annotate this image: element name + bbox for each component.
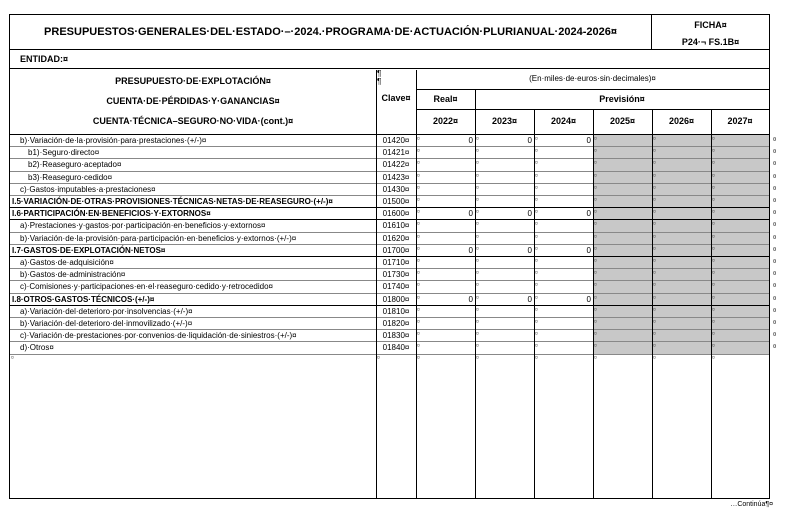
cell-mark: ¤ <box>535 306 538 313</box>
row-clave: 01700¤ <box>382 245 410 255</box>
cell-mark: ¤ <box>653 319 656 325</box>
cell-mark: ¤ <box>535 319 538 325</box>
cell-mark: ¤ <box>653 270 656 277</box>
row-label: I.7·GASTOS·DE·EXPLOTACIÓN·NETOS¤ <box>12 245 166 255</box>
cell-mark: ¤ <box>417 209 420 216</box>
row-end-mark: ¤ <box>773 234 777 241</box>
row-clave: 01423¤ <box>382 172 410 182</box>
cell-mark: ¤ <box>653 331 656 338</box>
cell-mark: ¤ <box>594 197 597 203</box>
value-2023[interactable]: 0 <box>527 294 532 304</box>
row-label: b)·Variación·de·la·provisión·para·participación·en·beneficios·y·extornos·(+/-)¤ <box>20 233 297 243</box>
cell-mark: ¤ <box>417 184 420 191</box>
row-label: c)·Comisiones·y·participaciones·en·el·reaseguro·cedido·y·retrocedido¤ <box>20 282 273 292</box>
cell-mark: ¤ <box>653 160 656 167</box>
cell-mark: ¤ <box>712 294 715 301</box>
cell-mark: ¤ <box>653 343 656 350</box>
year-header-2025: 2025¤ <box>609 116 636 126</box>
cell-mark: ¤ <box>417 331 420 338</box>
year-header-2026: 2026¤ <box>668 116 695 126</box>
row-clave: 01740¤ <box>382 282 410 292</box>
row-end-mark: ¤ <box>773 283 777 290</box>
cell-mark: ¤ <box>476 306 479 313</box>
row-label: c)·Gastos·imputables·a·prestaciones¤ <box>20 184 156 194</box>
cell-mark: ¤ <box>712 148 715 155</box>
cell-mark: ¤ <box>594 282 597 289</box>
cell-mark: ¤ <box>653 258 656 264</box>
cell-mark: ¤ <box>653 184 656 191</box>
header-line-1: PRESUPUESTO·DE·EXPLOTACIÓN¤ <box>115 76 271 86</box>
real-header: Real¤ <box>433 94 458 104</box>
shaded-cells <box>594 330 769 341</box>
cell-mark: ¤ <box>417 319 420 325</box>
cell-mark: ¤ <box>535 172 538 179</box>
column-line <box>711 109 712 498</box>
row-clave: 01430¤ <box>382 184 410 194</box>
cell-mark: ¤ <box>417 245 420 252</box>
entidad-label: ENTIDAD:¤ <box>10 50 769 69</box>
continua-note: …Continúa¶¤ <box>730 501 773 508</box>
pilcrow-mark: ¶ ¶ <box>377 69 382 86</box>
cell-mark: ¤ <box>653 197 656 203</box>
row-label: b3)·Reaseguro·cedido¤ <box>28 172 113 182</box>
cell-mark: ¤ <box>594 160 597 167</box>
cell-mark: ¤ <box>712 354 715 361</box>
row-label: b)·Variación·del·deterioro·del·inmovilizado·(+/-)¤ <box>20 319 193 328</box>
value-2022[interactable]: 0 <box>468 136 473 145</box>
row-label: d)·Otros¤ <box>20 343 54 353</box>
cell-mark: ¤ <box>594 331 597 338</box>
cell-mark: ¤ <box>417 306 420 313</box>
year-header-2022: 2022¤ <box>432 116 459 126</box>
cell-mark: ¤ <box>653 172 656 179</box>
cell-mark: ¤ <box>594 233 597 240</box>
column-line <box>376 70 377 498</box>
form-page <box>9 14 777 499</box>
column-line <box>475 89 476 498</box>
cell-mark: ¤ <box>594 319 597 325</box>
cell-mark: ¤ <box>712 136 715 142</box>
shaded-cells <box>594 172 769 183</box>
column-line <box>534 109 535 498</box>
cell-mark: ¤ <box>11 354 14 361</box>
cell-mark: ¤ <box>653 306 656 313</box>
row-end-mark: ¤ <box>773 198 777 204</box>
header-line-3: CUENTA·TÉCNICA–SEGURO·NO·VIDA·(cont.)¤ <box>92 116 294 126</box>
row-label: b)·Variación·de·la·provisión·para·prestaciones·(+/-)¤ <box>20 136 207 145</box>
cell-mark: ¤ <box>653 221 656 228</box>
cell-mark: ¤ <box>594 343 597 350</box>
cell-mark: ¤ <box>712 245 715 252</box>
cell-mark: ¤ <box>712 343 715 350</box>
cell-mark: ¤ <box>594 209 597 216</box>
ficha-box <box>652 15 769 49</box>
cell-mark: ¤ <box>417 270 420 277</box>
shaded-cells <box>594 318 769 329</box>
cell-mark: ¤ <box>594 306 597 313</box>
value-2022[interactable]: 0 <box>468 209 473 219</box>
row-label: a)·Gastos·de·adquisición¤ <box>20 258 114 267</box>
row-clave: 01710¤ <box>382 258 410 267</box>
cell-mark: ¤ <box>476 197 479 203</box>
cell-mark: ¤ <box>535 184 538 191</box>
cell-mark: ¤ <box>476 233 479 240</box>
cell-mark: ¤ <box>653 233 656 240</box>
cell-mark: ¤ <box>712 197 715 203</box>
row-clave: 01421¤ <box>382 148 410 158</box>
cell-mark: ¤ <box>377 354 380 361</box>
column-line <box>593 109 594 498</box>
cell-mark: ¤ <box>594 245 597 252</box>
cell-mark: ¤ <box>535 136 538 142</box>
cell-mark: ¤ <box>535 221 538 228</box>
cell-mark: ¤ <box>476 172 479 179</box>
cell-mark: ¤ <box>535 233 538 240</box>
cell-mark: ¤ <box>476 160 479 167</box>
row-label: b)·Gastos·de·administración¤ <box>20 270 126 280</box>
cell-mark: ¤ <box>476 331 479 338</box>
cell-mark: ¤ <box>476 319 479 325</box>
cell-mark: ¤ <box>712 233 715 240</box>
cell-mark: ¤ <box>535 258 538 264</box>
cell-mark: ¤ <box>417 343 420 350</box>
cell-mark: ¤ <box>417 282 420 289</box>
row-end-mark: ¤ <box>773 320 777 326</box>
row-end-mark: ¤ <box>773 307 777 314</box>
shaded-cells <box>594 159 769 170</box>
clave-header: Clave¤ <box>381 93 411 103</box>
cell-mark: ¤ <box>417 221 420 228</box>
shaded-cells <box>594 233 769 244</box>
ficha-label: FICHA¤ <box>694 20 727 30</box>
row-clave: 01600¤ <box>382 209 410 219</box>
cell-mark: ¤ <box>417 354 420 361</box>
cell-mark: ¤ <box>476 184 479 191</box>
shaded-cells <box>594 196 769 207</box>
row-clave: 01422¤ <box>382 160 410 170</box>
cell-mark: ¤ <box>712 319 715 325</box>
row-end-mark: ¤ <box>773 271 777 278</box>
row-label: b2)·Reaseguro·aceptado¤ <box>28 160 122 170</box>
cell-mark: ¤ <box>712 258 715 264</box>
cell-mark: ¤ <box>476 136 479 142</box>
cell-mark: ¤ <box>476 343 479 350</box>
cell-mark: ¤ <box>535 282 538 289</box>
cell-mark: ¤ <box>476 270 479 277</box>
cell-mark: ¤ <box>476 209 479 216</box>
year-header-2023: 2023¤ <box>491 116 518 126</box>
row-end-mark: ¤ <box>773 173 777 180</box>
cell-mark: ¤ <box>417 136 420 142</box>
cell-mark: ¤ <box>712 221 715 228</box>
shaded-cells <box>594 257 769 268</box>
cell-mark: ¤ <box>712 331 715 338</box>
year-header-2024: 2024¤ <box>550 116 577 126</box>
shaded-cells <box>594 208 769 219</box>
row-label: a)·Variación·del·deterioro·por·insolvencias·(+/-)¤ <box>20 306 193 316</box>
row-clave: 01610¤ <box>382 221 410 231</box>
cell-mark: ¤ <box>535 209 538 216</box>
cell-mark: ¤ <box>653 282 656 289</box>
shaded-cells <box>594 220 769 231</box>
cell-mark: ¤ <box>594 294 597 301</box>
cell-mark: ¤ <box>476 354 479 361</box>
row-label: I.5·VARIACIÓN·DE·OTRAS·PROVISIONES·TÉCNICAS·NETAS·DE·REASEGURO·(+/-)¤ <box>12 197 333 206</box>
row-label: I.8·OTROS·GASTOS·TÉCNICOS·(+/-)¤ <box>12 294 155 304</box>
row-end-mark: ¤ <box>773 295 777 302</box>
cell-mark: ¤ <box>476 221 479 228</box>
cell-mark: ¤ <box>712 172 715 179</box>
shaded-cells <box>594 281 769 292</box>
row-end-mark: ¤ <box>773 161 777 168</box>
cell-mark: ¤ <box>476 294 479 301</box>
cell-mark: ¤ <box>653 209 656 216</box>
value-2024[interactable]: 0 <box>586 245 591 255</box>
shaded-cells <box>594 147 769 158</box>
cell-mark: ¤ <box>417 258 420 264</box>
cell-mark: ¤ <box>535 354 538 361</box>
units-note: (En·miles·de·euros·sin·decimales)¤ <box>529 74 656 83</box>
header-line-2: CUENTA·DE·PÉRDIDAS·Y·GANANCIAS¤ <box>106 96 280 106</box>
cell-mark: ¤ <box>535 343 538 350</box>
cell-mark: ¤ <box>417 197 420 203</box>
cell-mark: ¤ <box>535 197 538 203</box>
cell-mark: ¤ <box>712 184 715 191</box>
row-end-mark: ¤ <box>773 246 777 253</box>
year-header-2027: 2027¤ <box>727 116 753 126</box>
cell-mark: ¤ <box>653 294 656 301</box>
value-2024[interactable]: 0 <box>586 136 591 145</box>
cell-mark: ¤ <box>535 245 538 252</box>
row-label: a)·Prestaciones·y·gastos·por·participación·en·beneficios·y·extornos¤ <box>20 221 266 231</box>
row-clave: 01820¤ <box>382 319 410 328</box>
shaded-cells <box>594 306 769 317</box>
row-label: I.6·PARTICIPACIÓN·EN·BENEFICIOS·Y·EXTORNOS¤ <box>12 209 211 219</box>
cell-mark: ¤ <box>653 245 656 252</box>
cell-mark: ¤ <box>594 221 597 228</box>
row-clave: 01620¤ <box>382 233 410 243</box>
value-2023[interactable]: 0 <box>527 136 532 145</box>
cell-mark: ¤ <box>417 172 420 179</box>
row-end-mark: ¤ <box>773 259 777 265</box>
cell-mark: ¤ <box>594 270 597 277</box>
cell-mark: ¤ <box>594 184 597 191</box>
row-end-mark: ¤ <box>773 344 777 351</box>
row-end-mark: ¤ <box>773 149 777 156</box>
cell-mark: ¤ <box>653 354 656 361</box>
form-title: PRESUPUESTOS·GENERALES·DEL·ESTADO·–·2024.·PROGRAMA·DE·ACTUACIÓN·PLURIANUAL·2024-2026¤ <box>10 15 652 49</box>
cell-mark: ¤ <box>594 136 597 142</box>
cell-mark: ¤ <box>417 233 420 240</box>
value-2023[interactable]: 0 <box>527 209 532 219</box>
cell-mark: ¤ <box>417 148 420 155</box>
column-line <box>416 70 417 498</box>
shaded-cells <box>594 342 769 353</box>
prevision-header: Previsión¤ <box>599 94 645 104</box>
shaded-cells <box>594 294 769 305</box>
cell-mark: ¤ <box>594 148 597 155</box>
value-2022[interactable]: 0 <box>468 294 473 304</box>
cell-mark: ¤ <box>594 172 597 179</box>
row-clave: 01500¤ <box>382 197 410 206</box>
value-2024[interactable]: 0 <box>586 209 591 219</box>
value-2023[interactable]: 0 <box>527 245 532 255</box>
row-clave: 01420¤ <box>382 136 410 145</box>
cell-mark: ¤ <box>594 354 597 361</box>
form-header <box>10 15 769 50</box>
row-label: b1)·Seguro·directo¤ <box>28 148 100 158</box>
cell-mark: ¤ <box>535 270 538 277</box>
row-end-mark: ¤ <box>773 222 777 229</box>
cell-mark: ¤ <box>535 160 538 167</box>
row-clave: 01830¤ <box>382 331 410 341</box>
shaded-cells <box>594 245 769 256</box>
cell-mark: ¤ <box>535 331 538 338</box>
cell-mark: ¤ <box>712 306 715 313</box>
cell-mark: ¤ <box>476 282 479 289</box>
value-2022[interactable]: 0 <box>468 245 473 255</box>
cell-mark: ¤ <box>712 270 715 277</box>
cell-mark: ¤ <box>535 294 538 301</box>
cell-mark: ¤ <box>476 148 479 155</box>
cell-mark: ¤ <box>476 245 479 252</box>
cell-mark: ¤ <box>417 294 420 301</box>
header-line <box>416 89 769 90</box>
cell-mark: ¤ <box>476 258 479 264</box>
cell-mark: ¤ <box>712 160 715 167</box>
ficha-code: P24·¬ FS.1B¤ <box>681 37 740 47</box>
cell-mark: ¤ <box>594 258 597 264</box>
cell-mark: ¤ <box>417 160 420 167</box>
cell-mark: ¤ <box>712 209 715 216</box>
row-end-mark: ¤ <box>773 137 777 143</box>
shaded-cells <box>594 135 769 146</box>
row-end-mark: ¤ <box>773 185 777 192</box>
cell-mark: ¤ <box>535 148 538 155</box>
column-line <box>652 109 653 498</box>
cell-mark: ¤ <box>712 282 715 289</box>
row-clave: 01800¤ <box>382 294 410 304</box>
row-clave: 01810¤ <box>382 306 410 316</box>
row-end-mark: ¤ <box>773 332 777 339</box>
row-end-mark: ¤ <box>773 210 777 217</box>
cell-mark: ¤ <box>653 136 656 142</box>
shaded-cells <box>594 269 769 280</box>
value-2024[interactable]: 0 <box>586 294 591 304</box>
shaded-cells <box>594 184 769 195</box>
cell-mark: ¤ <box>653 148 656 155</box>
row-label: c)·Variación·de·prestaciones·por·convenios·de·liquidación·de·siniestros·(+/-)¤ <box>20 331 297 341</box>
row-clave: 01730¤ <box>382 270 410 280</box>
row-clave: 01840¤ <box>382 343 410 353</box>
